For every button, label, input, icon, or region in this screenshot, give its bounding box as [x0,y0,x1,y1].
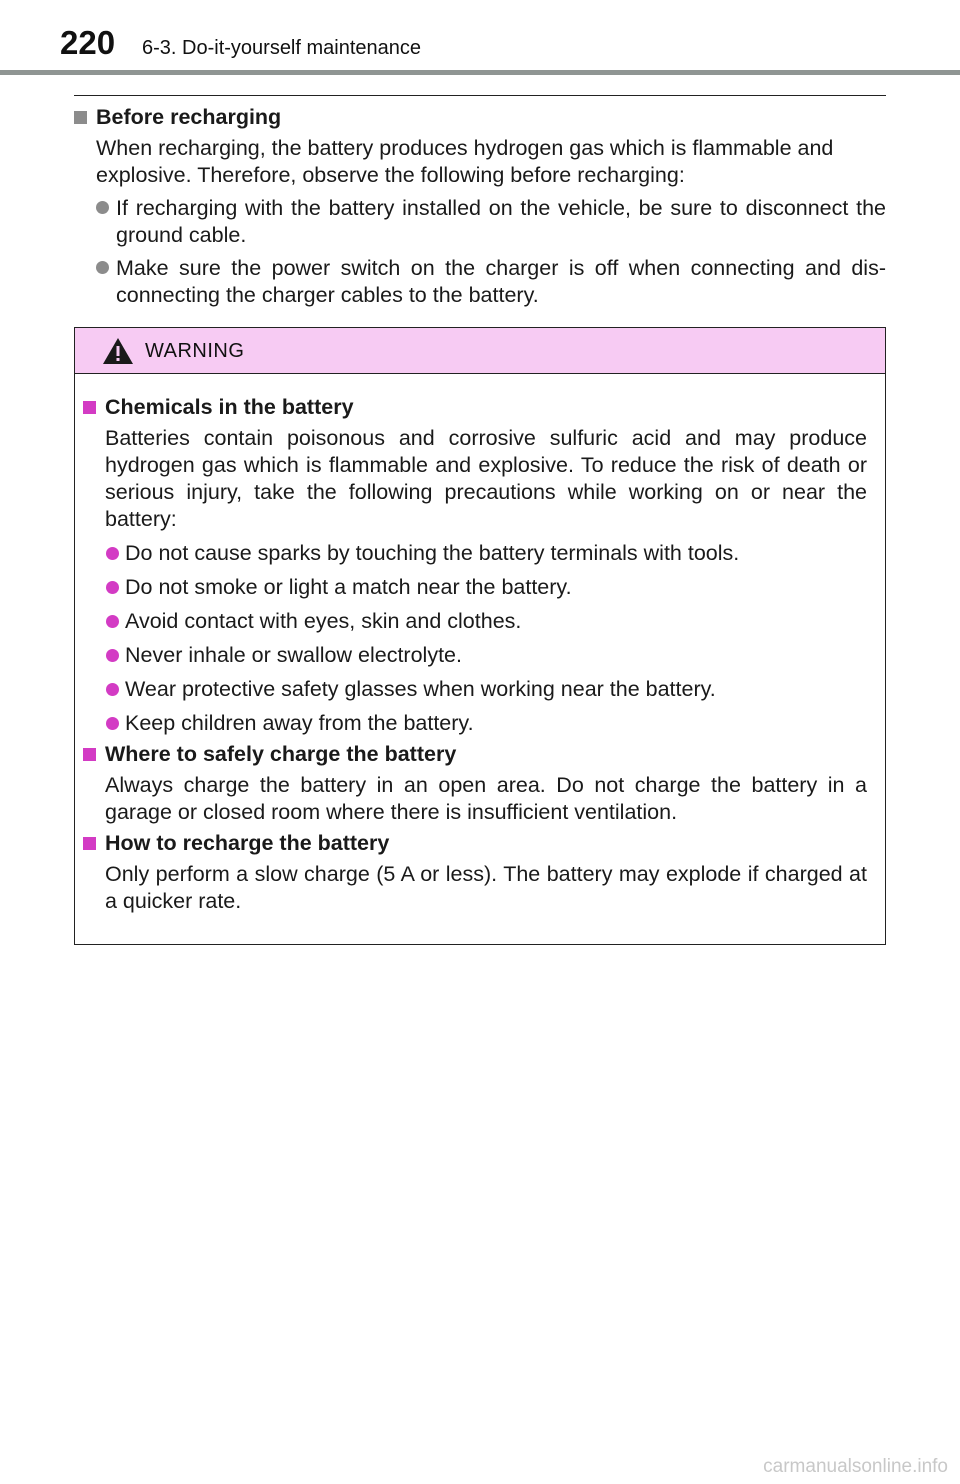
warning-bullet-item [83,642,867,669]
circle-bullet-icon [96,201,109,214]
warning-triangle-icon [102,337,134,365]
warning-bullet-item [83,710,867,737]
chemicals-heading [83,394,867,421]
bullet-text: Avoid contact with eyes, skin and clothes. [125,609,522,633]
before-recharging-section [74,104,886,309]
bullet-text: Keep children away from the battery. [125,711,474,735]
intro-paragraph: When recharging, the battery produces hydrogen gas which is flammable and explosive. Therefore, observe the following before recharging: [96,136,834,187]
where-to-charge-paragraph: Always charge the battery in an open area. Do not charge the battery in a garage or closed room where there is insufficient ventilation. [105,773,867,824]
top-rule [74,95,886,96]
circle-bullet-icon [106,615,119,628]
circle-bullet-icon [96,261,109,274]
bullet-item [74,195,886,249]
bullet-text: Make sure the power switch on the charger is off when connecting and dis-connecting the charger cables to the battery. [116,256,886,307]
warning-bullet-item [83,676,867,703]
square-bullet-icon [83,401,96,414]
circle-bullet-icon [106,547,119,560]
warning-bullet-item [83,540,867,567]
circle-bullet-icon [106,717,119,730]
how-to-recharge-heading [83,830,867,857]
heading-text: Before recharging [96,105,282,129]
before-recharging-heading [74,104,886,131]
chemicals-paragraph: Batteries contain poisonous and corrosive sulfuric acid and may produce hydrogen gas which is flammable and explosive. To reduce the risk of death or serious injury, take the following precautions while working on or near the battery: [105,426,867,531]
warning-body [75,374,885,915]
how-to-recharge-paragraph: Only perform a slow charge (5 A or less). The battery may explode if charged at a quicker rate. [105,862,867,913]
bullet-item [74,255,886,309]
heading-text: Where to safely charge the battery [105,742,457,766]
bullet-text: Never inhale or swallow electrolyte. [125,643,462,667]
watermark: carmanualsonline.info [763,1456,948,1477]
square-bullet-icon [74,111,87,124]
warning-label: WARNING [145,340,245,362]
warning-header [75,328,885,374]
bullet-text: Wear protective safety glasses when working near the battery. [125,677,716,701]
square-bullet-icon [83,748,96,761]
heading-text: How to recharge the battery [105,831,390,855]
warning-box [74,327,886,945]
bullet-text: If recharging with the battery installed on the vehicle, be sure to disconnect the ground cable. [116,196,886,247]
circle-bullet-icon [106,649,119,662]
bullet-text: Do not smoke or light a match near the battery. [125,575,572,599]
warning-bullet-item [83,574,867,601]
bullet-text: Do not cause sparks by touching the battery terminals with tools. [125,541,740,565]
circle-bullet-icon [106,581,119,594]
warning-bullet-item [83,608,867,635]
section-title: 6-3. Do-it-yourself maintenance [142,37,422,59]
heading-text: Chemicals in the battery [105,395,354,419]
circle-bullet-icon [106,683,119,696]
header-rule [0,70,960,75]
where-to-charge-heading [83,741,867,768]
square-bullet-icon [83,837,96,850]
page-number: 220 [60,24,116,61]
